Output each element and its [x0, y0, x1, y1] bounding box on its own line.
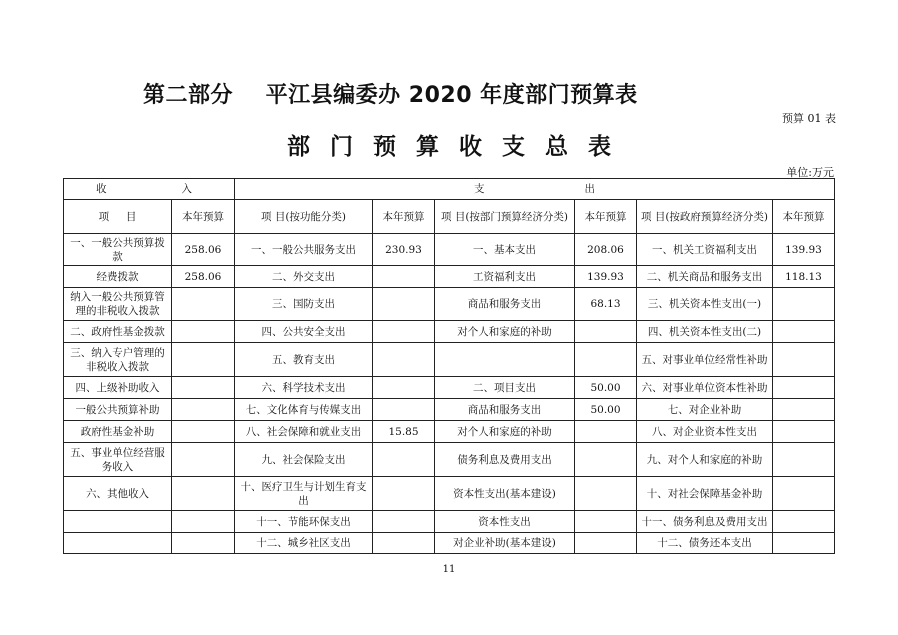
table-row — [64, 443, 835, 477]
table-cell — [575, 421, 637, 443]
income-header-left: 收 — [96, 183, 107, 195]
col-header-dept-econ: 项 目(按部门预算经济分类) — [435, 200, 575, 234]
table-cell: 对企业补助(基本建设) — [435, 533, 575, 554]
expense-header-right: 出 — [584, 183, 595, 195]
table-cell: 十二、城乡社区支出 — [235, 533, 373, 554]
table-cell — [435, 343, 575, 377]
table-cell: 230.93 — [373, 234, 435, 266]
table-cell: 六、其他收入 — [64, 477, 172, 511]
table-cell — [373, 511, 435, 533]
header-row-2 — [64, 200, 835, 234]
table-cell: 六、对事业单位资本性补助 — [637, 377, 773, 399]
table-cell: 十、对社会保障基金补助 — [637, 477, 773, 511]
table-cell: 六、科学技术支出 — [235, 377, 373, 399]
table-cell: 对个人和家庭的补助 — [435, 421, 575, 443]
table-cell — [575, 321, 637, 343]
table-row — [64, 377, 835, 399]
table-cell: 15.85 — [373, 421, 435, 443]
table-cell: 二、项目支出 — [435, 377, 575, 399]
table-row — [64, 234, 835, 266]
table-row — [64, 421, 835, 443]
table-cell: 一、机关工资福利支出 — [637, 234, 773, 266]
table-cell: 十一、债务利息及费用支出 — [637, 511, 773, 533]
table-cell: 五、事业单位经营服务收入 — [64, 443, 172, 477]
table-cell: 对个人和家庭的补助 — [435, 321, 575, 343]
table-cell — [575, 533, 637, 554]
table-cell: 十、医疗卫生与计划生育支出 — [235, 477, 373, 511]
table-cell: 九、社会保险支出 — [235, 443, 373, 477]
table-cell — [373, 321, 435, 343]
table-cell — [172, 443, 235, 477]
table-cell: 208.06 — [575, 234, 637, 266]
table-cell: 资本性支出 — [435, 511, 575, 533]
table-cell: 118.13 — [773, 266, 835, 288]
table-row — [64, 288, 835, 321]
budget-table — [63, 178, 835, 554]
table-cell: 一、一般公共服务支出 — [235, 234, 373, 266]
table-cell — [172, 399, 235, 421]
table-cell — [773, 477, 835, 511]
table-cell: 50.00 — [575, 377, 637, 399]
table-cell: 债务利息及费用支出 — [435, 443, 575, 477]
table-cell: 三、机关资本性支出(一) — [637, 288, 773, 321]
table-cell: 一般公共预算补助 — [64, 399, 172, 421]
table-cell — [373, 477, 435, 511]
income-header — [64, 179, 235, 200]
table-cell: 五、对事业单位经常性补助 — [637, 343, 773, 377]
table-cell: 商品和服务支出 — [435, 399, 575, 421]
table-cell — [773, 511, 835, 533]
table-cell — [373, 288, 435, 321]
table-cell: 一、一般公共预算拨款 — [64, 234, 172, 266]
table-cell — [773, 321, 835, 343]
table-cell — [373, 377, 435, 399]
table-cell — [64, 511, 172, 533]
table-row — [64, 321, 835, 343]
table-cell — [373, 533, 435, 554]
table-cell — [373, 443, 435, 477]
table-cell — [172, 511, 235, 533]
table-cell: 四、公共安全支出 — [235, 321, 373, 343]
col-header-budget-2: 本年预算 — [373, 200, 435, 234]
table-cell — [773, 443, 835, 477]
table-cell: 八、社会保障和就业支出 — [235, 421, 373, 443]
table-cell: 工资福利支出 — [435, 266, 575, 288]
table-cell — [373, 266, 435, 288]
table-cell: 68.13 — [575, 288, 637, 321]
table-cell — [172, 377, 235, 399]
table-cell: 七、文化体育与传媒支出 — [235, 399, 373, 421]
page-number: 11 — [442, 564, 456, 575]
table-cell — [575, 511, 637, 533]
table-cell: 四、机关资本性支出(二) — [637, 321, 773, 343]
table-row — [64, 399, 835, 421]
table-cell: 139.93 — [575, 266, 637, 288]
table-cell: 二、外交支出 — [235, 266, 373, 288]
table-row — [64, 533, 835, 554]
table-cell: 139.93 — [773, 234, 835, 266]
table-cell: 政府性基金补助 — [64, 421, 172, 443]
table-cell: 纳入一般公共预算管理的非税收入拨款 — [64, 288, 172, 321]
col-header-item: 项 目 — [64, 200, 172, 234]
table-cell — [575, 477, 637, 511]
unit-label: 单位:万元 — [786, 166, 834, 179]
expense-header-left: 支 — [474, 183, 485, 195]
table-cell — [172, 533, 235, 554]
table-cell — [773, 343, 835, 377]
col-header-budget-1: 本年预算 — [172, 200, 235, 234]
table-cell: 十一、节能环保支出 — [235, 511, 373, 533]
table-cell: 二、政府性基金拨款 — [64, 321, 172, 343]
table-cell: 三、纳入专户管理的非税收入拨款 — [64, 343, 172, 377]
table-cell — [373, 343, 435, 377]
table-cell: 50.00 — [575, 399, 637, 421]
header-row-1 — [64, 179, 835, 200]
table-cell — [172, 421, 235, 443]
table-cell — [64, 533, 172, 554]
table-cell: 五、教育支出 — [235, 343, 373, 377]
col-header-budget-4: 本年预算 — [773, 200, 835, 234]
table-cell: 商品和服务支出 — [435, 288, 575, 321]
page-title: 第二部分 平江县编委办 2020 年度部门预算表 — [143, 83, 638, 108]
table-cell: 资本性支出(基本建设) — [435, 477, 575, 511]
form-code: 预算 01 表 — [782, 112, 836, 125]
table-cell: 三、国防支出 — [235, 288, 373, 321]
col-header-gov-econ: 项 目(按政府预算经济分类) — [637, 200, 773, 234]
table-cell — [172, 343, 235, 377]
table-title: 部门预算收支总表 — [287, 134, 631, 160]
table-row — [64, 477, 835, 511]
table-cell — [773, 288, 835, 321]
table-cell: 九、对个人和家庭的补助 — [637, 443, 773, 477]
table-cell: 经费拨款 — [64, 266, 172, 288]
col-header-func: 项 目(按功能分类) — [235, 200, 373, 234]
table-row — [64, 511, 835, 533]
table-cell: 258.06 — [172, 266, 235, 288]
table-row — [64, 266, 835, 288]
table-cell — [773, 399, 835, 421]
col-header-budget-3: 本年预算 — [575, 200, 637, 234]
table-cell: 一、基本支出 — [435, 234, 575, 266]
table-cell: 八、对企业资本性支出 — [637, 421, 773, 443]
table-cell: 258.06 — [172, 234, 235, 266]
table-row — [64, 343, 835, 377]
income-header-right: 入 — [181, 183, 192, 195]
table-cell: 七、对企业补助 — [637, 399, 773, 421]
table-cell — [773, 421, 835, 443]
table-cell — [773, 377, 835, 399]
table-cell — [172, 321, 235, 343]
table-cell: 二、机关商品和服务支出 — [637, 266, 773, 288]
table-cell — [373, 399, 435, 421]
table-cell — [575, 443, 637, 477]
table-cell: 十二、债务还本支出 — [637, 533, 773, 554]
table-cell: 四、上级补助收入 — [64, 377, 172, 399]
table-cell — [172, 288, 235, 321]
table-cell — [773, 533, 835, 554]
table-cell — [172, 477, 235, 511]
table-cell — [575, 343, 637, 377]
expense-header — [235, 179, 835, 200]
